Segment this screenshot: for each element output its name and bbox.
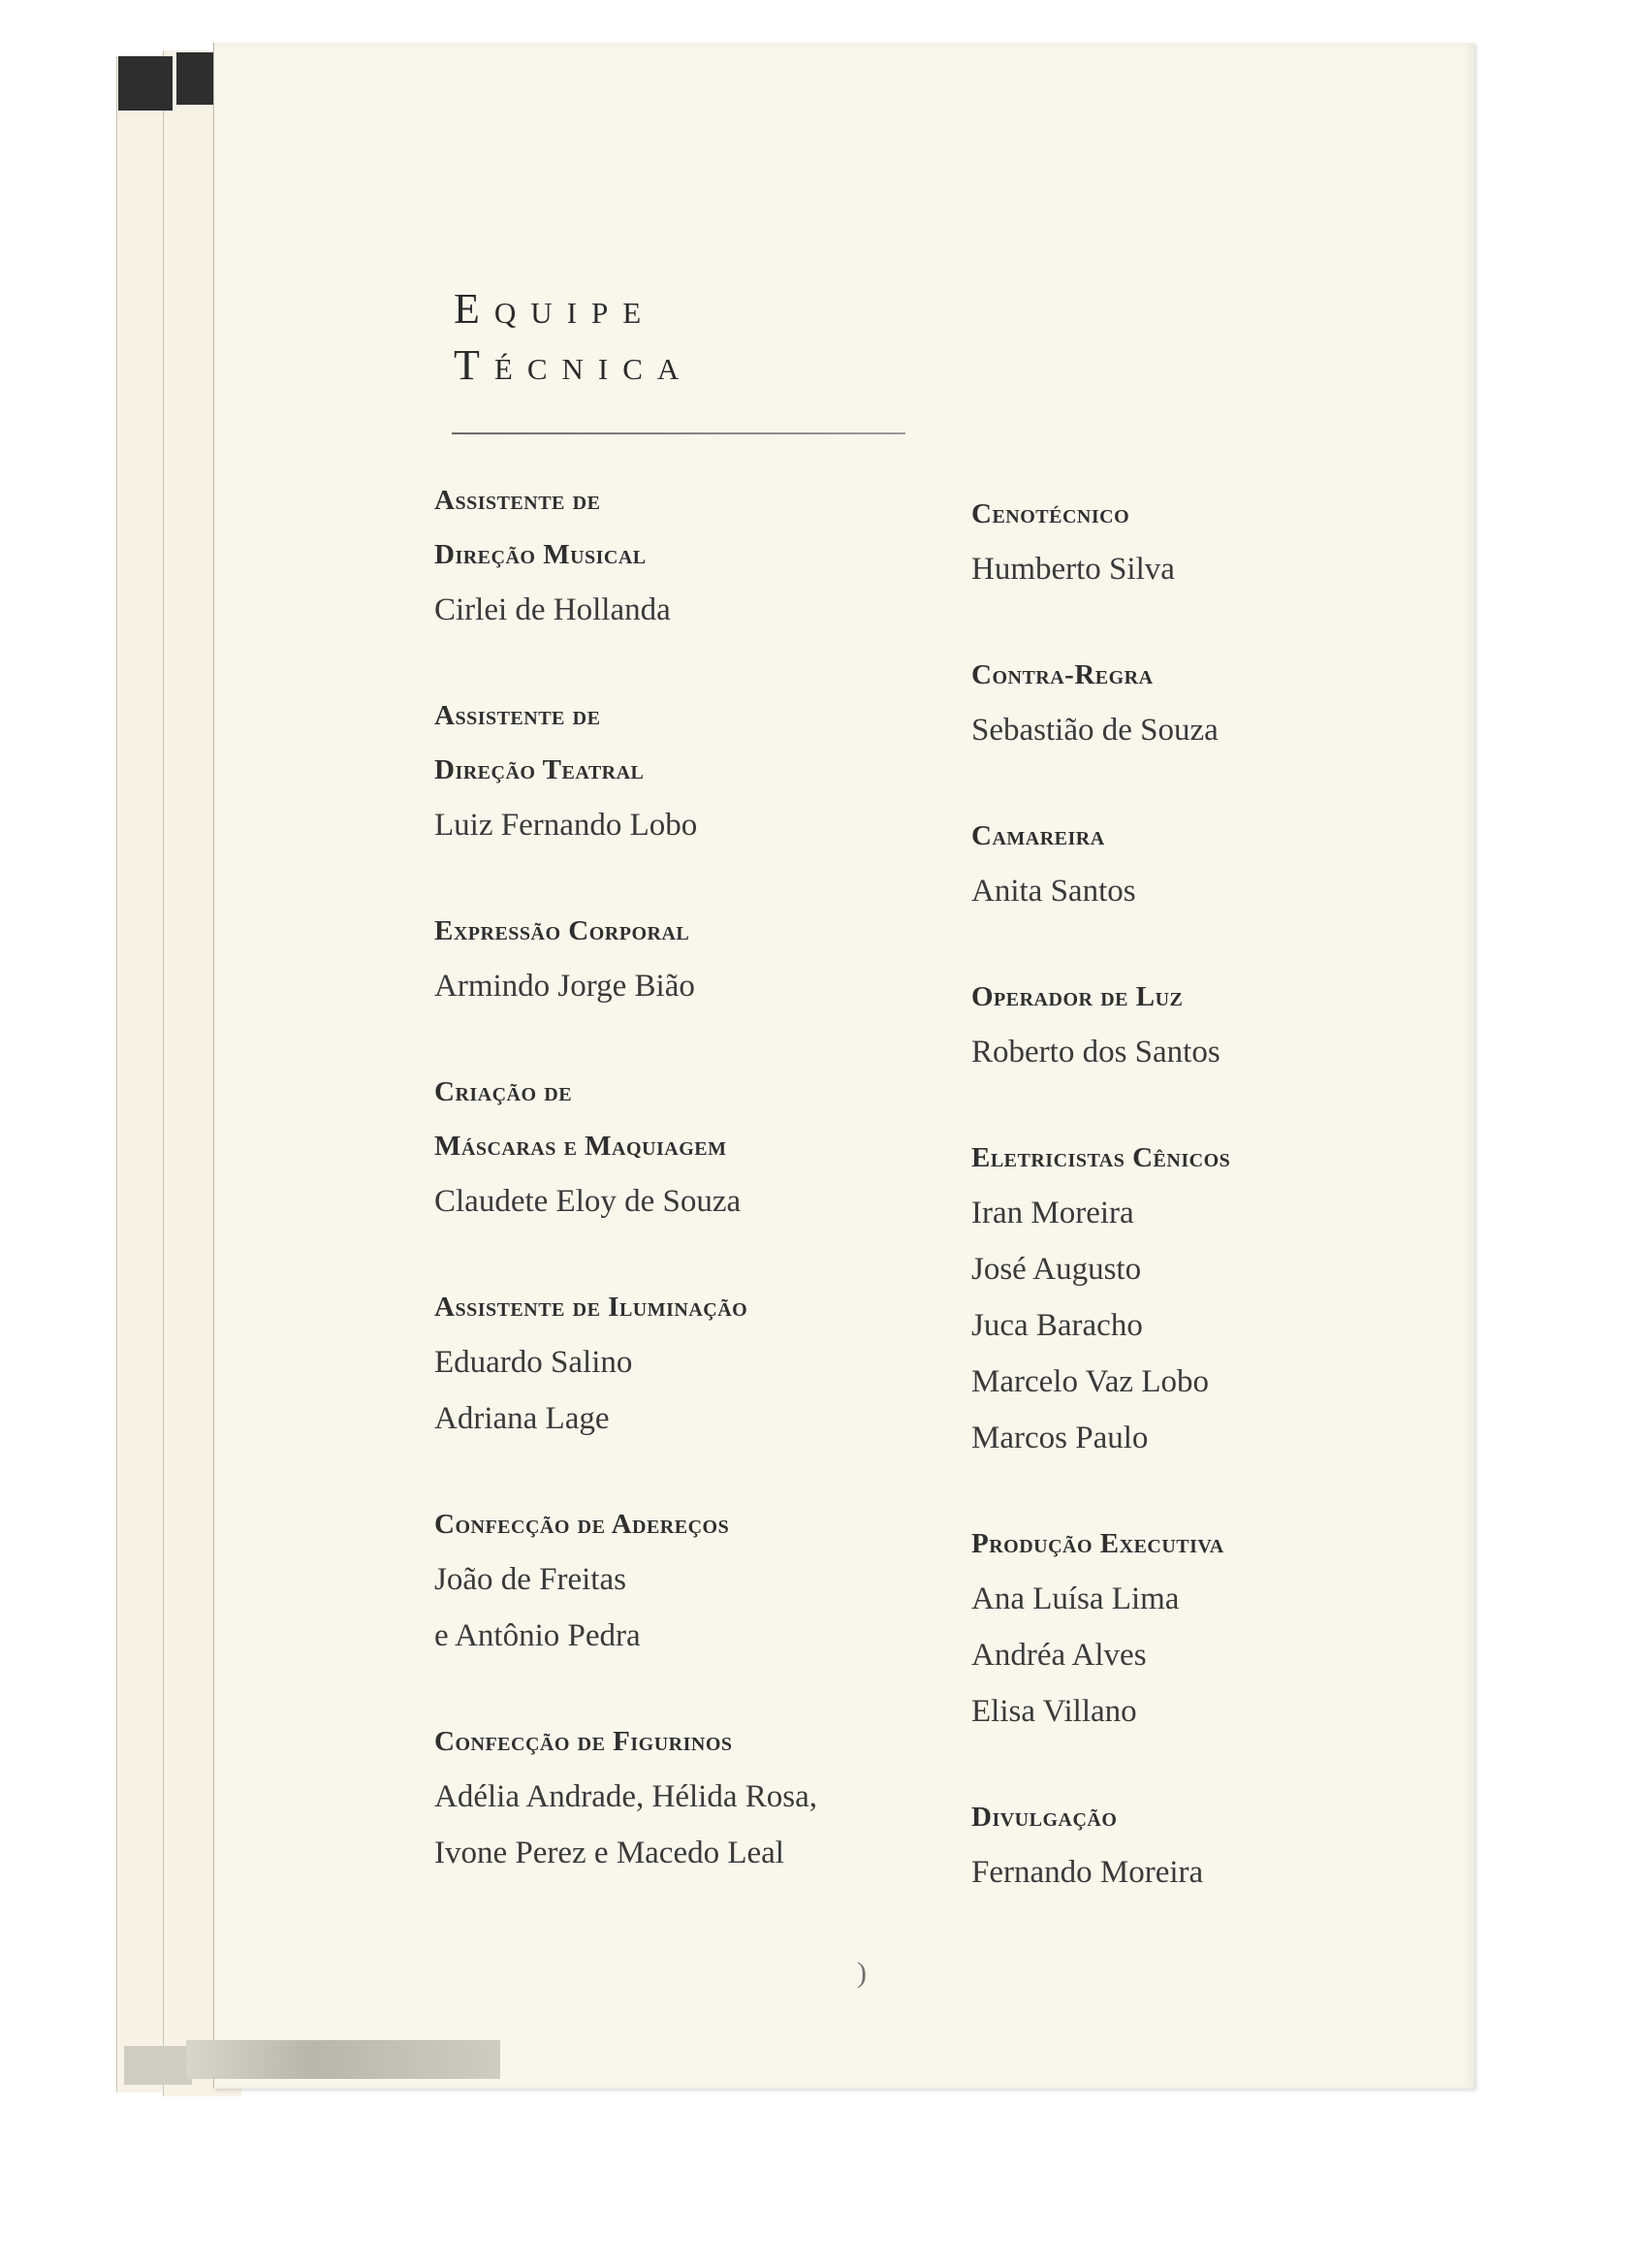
credit-section — [434, 904, 1016, 1014]
credit-name: Ivone Perez e Macedo Leal — [434, 1836, 784, 1870]
credit-role: Direção Musical — [434, 539, 647, 570]
credit-name: João de Freitas — [434, 1562, 626, 1597]
credit-section — [434, 1065, 1016, 1230]
credit-name: Armindo Jorge Bião — [434, 969, 695, 1004]
credit-name: e Antônio Pedra — [434, 1618, 641, 1653]
credit-role: Contra-Regra — [971, 659, 1154, 690]
credit-section — [971, 809, 1553, 919]
page-title-line-1: Equipe — [454, 285, 656, 333]
page-bottom-tab — [124, 2046, 192, 2085]
credit-role: Confecção de Adereços — [434, 1509, 730, 1540]
credit-name: Fernando Moreira — [971, 1855, 1204, 1890]
credit-name: Marcelo Vaz Lobo — [971, 1364, 1209, 1399]
credit-section — [434, 473, 1016, 638]
credit-section — [971, 970, 1553, 1080]
credit-role: Operador de Luz — [971, 981, 1184, 1012]
credit-name: Andréa Alves — [971, 1638, 1147, 1673]
credit-role: Camareira — [971, 820, 1105, 851]
credit-section — [434, 1280, 1016, 1447]
credit-role: Eletricistas Cênicos — [971, 1142, 1231, 1173]
credit-name: Eduardo Salino — [434, 1345, 633, 1380]
credit-name: Cirlei de Hollanda — [434, 592, 671, 627]
credit-section — [434, 688, 1016, 853]
credit-role: Assistente de — [434, 485, 601, 516]
credit-name: Claudete Eloy de Souza — [434, 1184, 742, 1219]
credit-role: Direção Teatral — [434, 754, 645, 785]
credit-name: Ana Luísa Lima — [971, 1581, 1180, 1616]
credit-role: Assistente de — [434, 700, 601, 731]
credit-section — [971, 648, 1553, 758]
credit-section — [971, 1790, 1553, 1901]
credit-role: Máscaras e Maquiagem — [434, 1131, 727, 1162]
credit-section — [971, 1131, 1553, 1466]
credit-name: José Augusto — [971, 1252, 1142, 1287]
credit-name: Iran Moreira — [971, 1196, 1134, 1230]
credit-role: Divulgação — [971, 1802, 1118, 1833]
page-edge-dark-corner — [176, 52, 217, 105]
page-title — [454, 281, 693, 394]
credit-name: Adélia Andrade, Hélida Rosa, — [434, 1779, 817, 1814]
credit-name: Humberto Silva — [971, 552, 1175, 587]
title-divider — [452, 432, 905, 434]
credit-name: Adriana Lage — [434, 1401, 610, 1436]
credits-column-right — [971, 487, 1553, 1951]
page-edge-dark-corner — [118, 56, 173, 111]
page-mark: ) — [857, 1957, 867, 1989]
credit-name: Roberto dos Santos — [971, 1035, 1220, 1070]
credit-section — [971, 487, 1553, 597]
credit-name: Marcos Paulo — [971, 1421, 1149, 1455]
credit-name: Juca Baracho — [971, 1308, 1143, 1343]
credit-name: Luiz Fernando Lobo — [434, 808, 698, 843]
credit-name: Sebastião de Souza — [971, 713, 1219, 748]
credit-name: Anita Santos — [971, 874, 1136, 909]
credit-role: Cenotécnico — [971, 498, 1130, 529]
credit-role: Confecção de Figurinos — [434, 1726, 733, 1757]
credit-section — [434, 1497, 1016, 1664]
page-title-line-2: Técnica — [454, 341, 694, 389]
credit-name: Elisa Villano — [971, 1694, 1137, 1729]
page-bottom-strip — [186, 2040, 500, 2079]
credit-section — [434, 1714, 1016, 1881]
credit-role: Produção Executiva — [971, 1528, 1224, 1559]
credit-section — [971, 1517, 1553, 1740]
credits-column-left — [434, 473, 1016, 1932]
credit-role: Expressão Corporal — [434, 915, 690, 946]
credit-role: Assistente de Iluminação — [434, 1292, 748, 1323]
credit-role: Criação de — [434, 1076, 573, 1107]
